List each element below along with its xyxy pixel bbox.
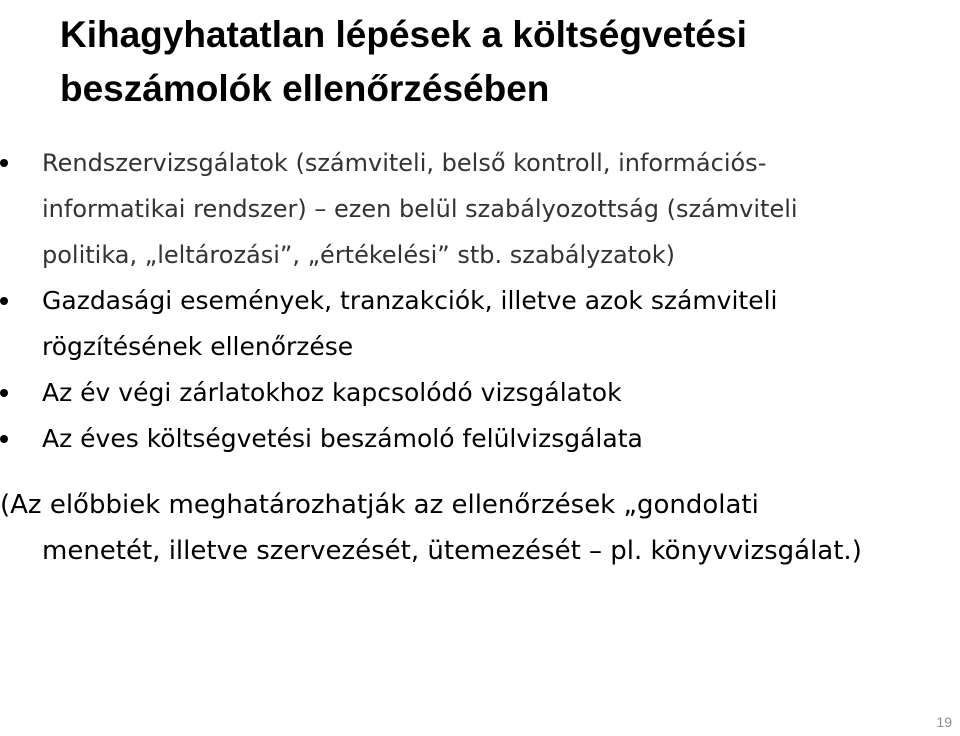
- bullet-line: Az év végi zárlatokhoz kapcsolódó vizsgálatok: [42, 378, 622, 407]
- bullet-item-system-audits: [0, 140, 960, 278]
- bullet-item-annual-report-review: [0, 416, 960, 462]
- bullet-line: informatikai rendszer) – ezen belül szabályozottság (számviteli: [42, 195, 798, 223]
- bullet-text: [42, 416, 960, 462]
- bullet-dot-icon: [0, 297, 8, 305]
- bullet-text: [42, 140, 960, 278]
- slide-title-line-1: Kihagyhatatlan lépések a költségvetési: [60, 14, 747, 55]
- closing-note-line-1: (Az előbbiek meghatározhatják az ellenőrzések „gondolati: [0, 490, 759, 520]
- bullet-text: [42, 278, 960, 370]
- bullet-line: Rendszervizsgálatok (számviteli, belső kontroll, információs-: [42, 149, 767, 177]
- bullet-line: politika, „leltározási”, „értékelési” stb. szabályzatok): [42, 241, 676, 269]
- bullet-line: Az éves költségvetési beszámoló felülvizsgálata: [42, 424, 643, 453]
- closing-note-line-2: menetét, illetve szervezését, ütemezését – pl. könyvvizsgálat.): [42, 536, 862, 566]
- bullet-dot-icon: [0, 389, 8, 397]
- bullet-list: [0, 140, 960, 462]
- bullet-line: rögzítésének ellenőrzése: [42, 332, 354, 361]
- bullet-item-year-end-closing: [0, 370, 960, 416]
- bullet-text: [42, 370, 960, 416]
- bullet-line: Gazdasági események, tranzakciók, illetve azok számviteli: [42, 286, 778, 315]
- slide-title-line-2: beszámolók ellenőrzésében: [60, 68, 550, 109]
- page-number: 19: [936, 714, 952, 730]
- slide-title: [60, 8, 920, 116]
- bullet-dot-icon: [0, 159, 8, 167]
- bullet-item-transactions: [0, 278, 960, 370]
- bullet-dot-icon: [0, 435, 8, 443]
- closing-note: [0, 482, 960, 574]
